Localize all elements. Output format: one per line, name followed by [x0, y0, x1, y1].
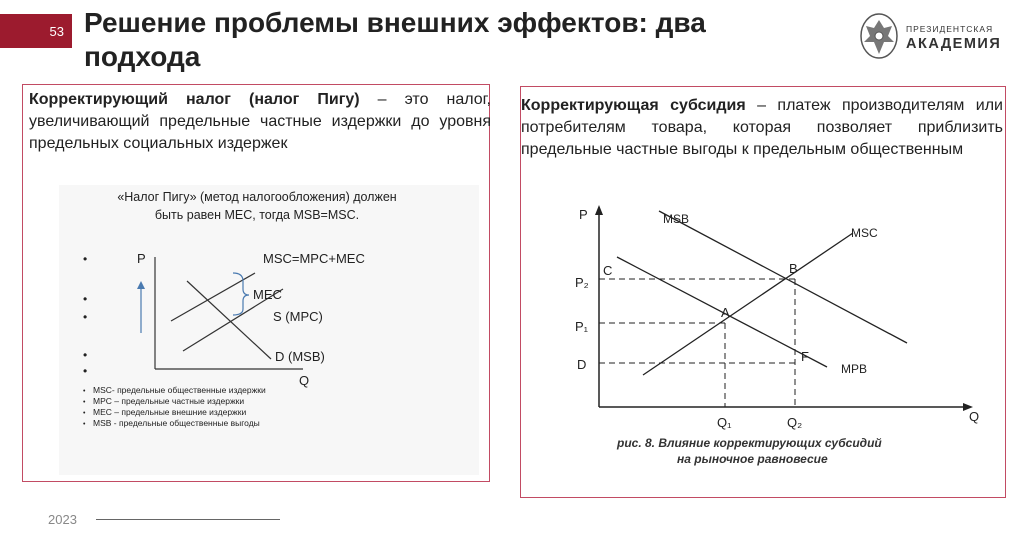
- logo: [858, 8, 1008, 66]
- q1-label: Q₁: [717, 415, 732, 430]
- demand-label: D (MSB): [275, 349, 325, 364]
- footer-divider: [96, 519, 280, 520]
- legend-msb: MSB - предельные общественные выгоды: [93, 418, 260, 428]
- mec-label: MEC: [253, 287, 282, 302]
- page-title: Решение проблемы внешних эффектов: два подхода: [84, 7, 706, 72]
- subsidy-figure: [551, 197, 991, 469]
- corrective-tax-definition: [29, 89, 491, 155]
- corrective-tax-text: – это налог, увеличивающий предельные частные издержки до уровня предельных социальных издержек: [29, 91, 491, 152]
- bullet: •: [83, 399, 86, 406]
- legend-mpc: MPC – предельные частные издержки: [93, 396, 245, 406]
- mpb-label: MPB: [841, 362, 868, 376]
- corrective-subsidy-text: – платеж производителям или потребителям товара, которая позволяет приблизить предельные частные выгоды к предельным общественным: [521, 97, 1003, 158]
- p2-label: P₂: [575, 275, 589, 290]
- corrective-tax-term: Корректирующий налог (налог Пигу): [29, 91, 360, 108]
- msc-line: [643, 233, 853, 375]
- b-label: B: [789, 261, 798, 276]
- bullet: •: [83, 348, 88, 362]
- bullet: •: [83, 292, 88, 306]
- axis-p-label: P: [579, 207, 588, 222]
- bullet: •: [83, 310, 88, 324]
- pigou-tax-figure: [59, 185, 479, 475]
- bullet: •: [83, 364, 88, 378]
- logo-line1: ПРЕЗИДЕНТСКАЯ: [906, 24, 994, 34]
- msb-label: MSB: [663, 212, 690, 226]
- bullet: •: [83, 421, 86, 428]
- axis-q-label: Q: [969, 409, 980, 424]
- bullet: •: [83, 388, 86, 395]
- corrective-subsidy-panel: [520, 86, 1006, 498]
- eagle-emblem-icon: [858, 12, 900, 62]
- corrective-subsidy-definition: [521, 95, 1003, 161]
- subsidy-caption-line2: на рыночное равновесие: [677, 452, 828, 466]
- pigou-caption-line2: быть равен MEC, тогда MSB=MSC.: [154, 208, 360, 222]
- slide-number: 53: [0, 14, 72, 48]
- q2-label: Q₂: [787, 415, 803, 430]
- d-label: D: [577, 357, 587, 372]
- corrective-tax-panel: [22, 84, 490, 482]
- logo-line2: АКАДЕМИЯ: [906, 36, 1002, 52]
- axis-q-label: Q: [299, 373, 310, 388]
- p1-label: P₁: [575, 319, 589, 334]
- supply-label: S (MPC): [273, 309, 323, 324]
- pigou-caption-line1: «Налог Пигу» (метод налогообложения) должен: [117, 190, 397, 204]
- msc-label: MSC=MPC+MEC: [263, 251, 365, 266]
- bullet: •: [83, 410, 86, 417]
- footer-year: 2023: [48, 512, 77, 527]
- bullet: •: [83, 252, 88, 266]
- figure-background: [59, 185, 479, 475]
- legend-msc: MSC- предельные общественные издержки: [93, 385, 266, 395]
- c-label: C: [603, 263, 613, 278]
- legend-mec: MEC – предельные внешние издержки: [93, 407, 247, 417]
- f-label: F: [801, 349, 809, 364]
- p-axis-arrowhead: [595, 205, 603, 215]
- corrective-subsidy-term: Корректирующая субсидия: [521, 97, 746, 114]
- axis-p-label: P: [137, 251, 146, 266]
- a-label: A: [721, 305, 730, 320]
- subsidy-caption-line1: рис. 8. Влияние корректирующих субсидий: [617, 436, 882, 450]
- msc-label: MSC: [851, 226, 878, 240]
